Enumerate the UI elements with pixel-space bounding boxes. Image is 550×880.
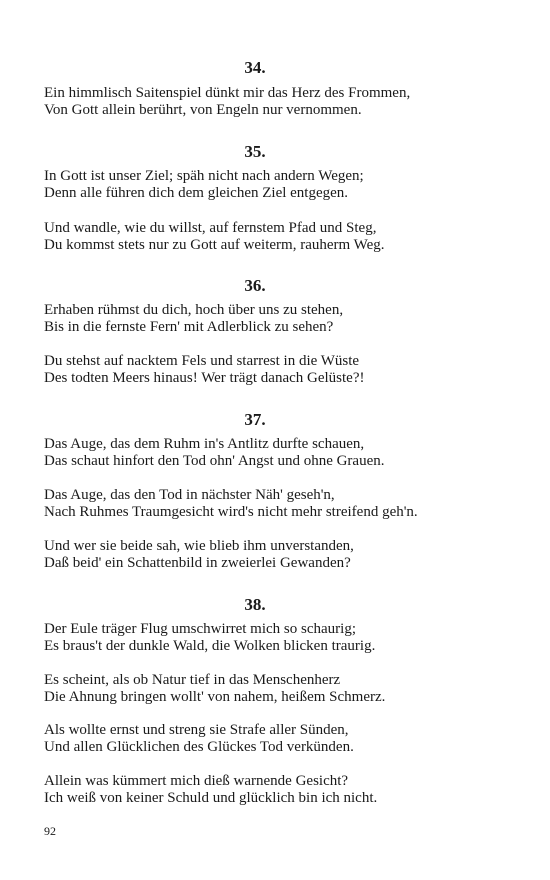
poem-38-stanza-1 bbox=[44, 621, 375, 655]
verse-line: Du kommst stets nur zu Gott auf weiterm, rauherm Weg. bbox=[44, 237, 385, 253]
poem-38-stanza-3 bbox=[44, 722, 354, 756]
poem-number-37: 37. bbox=[244, 410, 266, 429]
verse-line: Und allen Glücklichen des Glückes Tod verkünden. bbox=[44, 739, 354, 755]
verse-line: Bis in die fernste Fern' mit Adlerblick zu sehen? bbox=[44, 319, 334, 335]
verse-line: Und wer sie beide sah, wie blieb ihm unverstanden, bbox=[44, 538, 354, 554]
verse-line: Daß beid' ein Schattenbild in zweierlei Gewanden? bbox=[44, 555, 351, 571]
verse-line: Nach Ruhmes Traumgesicht wird's nicht mehr streifend geh'n. bbox=[44, 504, 418, 520]
page-number: 92 bbox=[44, 824, 56, 838]
poem-35-stanza-1 bbox=[44, 168, 364, 202]
verse-line: Des todten Meers hinaus! Wer trägt danach Gelüste?! bbox=[44, 370, 365, 386]
verse-line: Ein himmlisch Saitenspiel dünkt mir das Herz des Frommen, bbox=[44, 85, 411, 101]
verse-line: In Gott ist unser Ziel; späh nicht nach andern Wegen; bbox=[44, 168, 364, 184]
verse-line: Und wandle, wie du willst, auf fernstem Pfad und Steg, bbox=[44, 220, 377, 236]
poem-number-35: 35. bbox=[244, 142, 266, 161]
poem-37-stanza-3 bbox=[44, 538, 354, 572]
verse-line: Es scheint, als ob Natur tief in das Menschenherz bbox=[44, 672, 341, 688]
poem-37-stanza-2 bbox=[44, 487, 418, 521]
verse-line: Der Eule träger Flug umschwirret mich so schaurig; bbox=[44, 621, 356, 637]
poem-37-stanza-1 bbox=[44, 436, 385, 470]
verse-line: Es braus't der dunkle Wald, die Wolken blicken traurig. bbox=[44, 638, 376, 654]
verse-line: Ich weiß von keiner Schuld und glücklich bin ich nicht. bbox=[44, 790, 378, 806]
poem-number-38: 38. bbox=[244, 595, 266, 614]
verse-line: Das schaut hinfort den Tod ohn' Angst und ohne Grauen. bbox=[44, 453, 385, 469]
poem-number-34: 34. bbox=[244, 58, 266, 77]
verse-line: Das Auge, das dem Ruhm in's Antlitz durfte schauen, bbox=[44, 436, 365, 452]
poem-34-stanza-1 bbox=[44, 85, 410, 119]
poem-36-stanza-2 bbox=[44, 353, 365, 387]
verse-line: Denn alle führen dich dem gleichen Ziel entgegen. bbox=[44, 185, 349, 201]
verse-line: Erhaben rühmst du dich, hoch über uns zu stehen, bbox=[44, 302, 344, 318]
poem-35-stanza-2 bbox=[44, 220, 385, 254]
poem-38-stanza-4 bbox=[44, 773, 377, 807]
poem-36-stanza-1 bbox=[44, 302, 343, 336]
verse-line: Das Auge, das den Tod in nächster Näh' geseh'n, bbox=[44, 487, 335, 503]
verse-line: Als wollte ernst und streng sie Strafe aller Sünden, bbox=[44, 722, 349, 738]
verse-line: Du stehst auf nacktem Fels und starrest in die Wüste bbox=[44, 353, 360, 369]
verse-line: Die Ahnung bringen wollt' von nahem, heißem Schmerz. bbox=[44, 689, 386, 705]
verse-line: Von Gott allein berührt, von Engeln nur vernommen. bbox=[44, 102, 362, 118]
poem-38-stanza-2 bbox=[44, 672, 385, 706]
verse-line: Allein was kümmert mich dieß warnende Gesicht? bbox=[44, 773, 349, 789]
poem-number-36: 36. bbox=[244, 276, 266, 295]
